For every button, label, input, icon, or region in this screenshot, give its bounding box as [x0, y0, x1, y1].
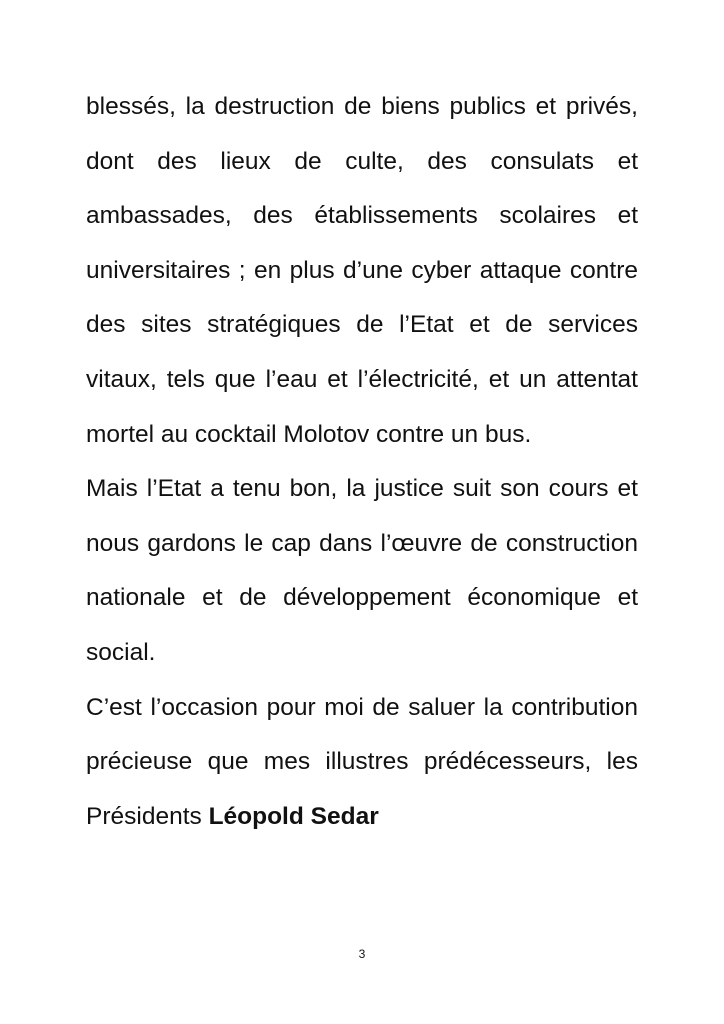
page-number: 3	[358, 947, 366, 961]
paragraph-3	[86, 681, 638, 845]
president-name-bold: Léopold Sedar	[208, 802, 379, 830]
paragraph-2: Mais l’Etat a tenu bon, la justice suit son cours et nous gardons le cap dans l’œuvre de construction nationale et de développement économique et social.	[86, 475, 638, 666]
paragraph-1: blessés, la destruction de biens publics et privés, dont des lieux de culte, des consulats et ambassades, des établissements scolaires et universitaires ; en plus d’une cyber attaque contre des sites stratégiques de l’Etat et de services vitaux, tels que l’eau et l’électricité, et un attentat mortel au cocktail Molotov contre un bus.	[86, 93, 638, 448]
body-text	[86, 80, 638, 844]
paragraph-3-text: C’est l’occasion pour moi de saluer la contribution précieuse que mes illustres prédécesseurs, les Présidents	[86, 693, 638, 830]
